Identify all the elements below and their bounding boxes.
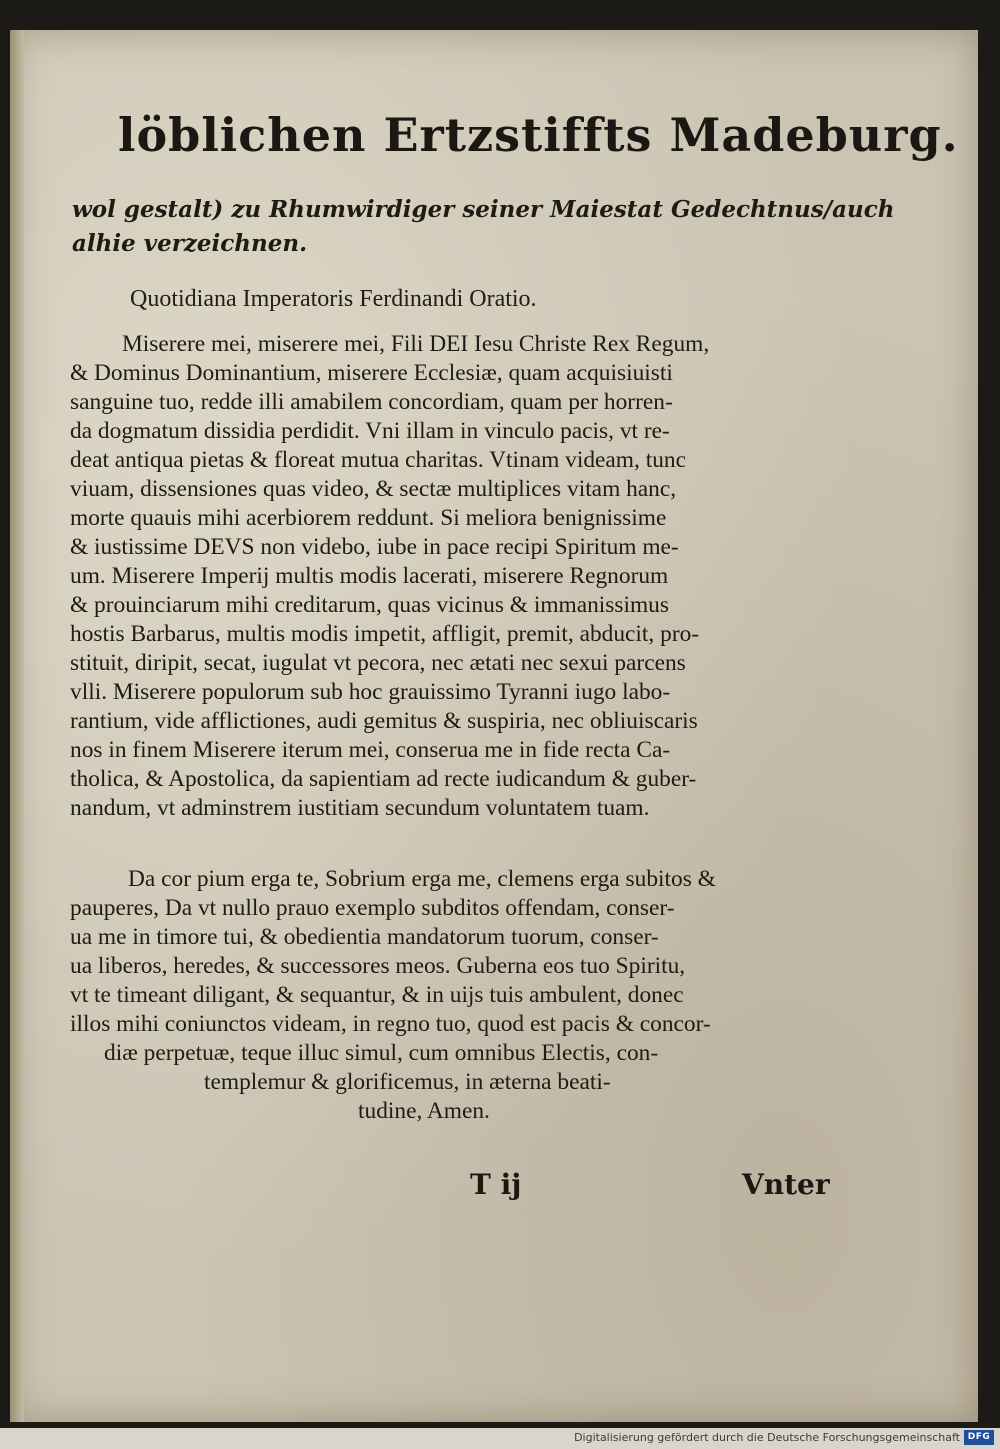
text-line: illos mihi coniunctos videam, in regno tuo, quod est pacis & concor- (70, 1011, 711, 1037)
text-line: templemur & glorificemus, in æterna beati- (204, 1069, 611, 1095)
credit-bar (0, 1428, 1000, 1449)
text-line: stituit, diripit, secat, iugulat vt pecora, nec ætati nec sexui parcens (70, 650, 686, 676)
subheading-line: alhie verzeichnen. (72, 230, 308, 257)
subheading-line: wol gestalt) zu Rhumwirdiger seiner Maiestat Gedechtnus/auch (72, 196, 895, 223)
text-line: tholica, & Apostolica, da sapientiam ad recte iudicandum & guber- (70, 766, 697, 792)
text-line: diæ perpetuæ, teque illuc simul, cum omnibus Electis, con- (104, 1040, 659, 1066)
text-line: Miserere mei, miserere mei, Fili DEI Iesu Christe Rex Regum, (122, 331, 710, 357)
book-page (10, 30, 978, 1422)
text-line: pauperes, Da vt nullo prauo exemplo subditos offendam, conser- (70, 895, 675, 921)
text-line: sanguine tuo, redde illi amabilem concordiam, quam per horren- (70, 389, 673, 415)
text-line: viuam, dissensiones quas video, & sectæ multiplices vitam hanc, (70, 476, 677, 502)
oratio-title: Quotidiana Imperatoris Ferdinandi Oratio. (130, 286, 537, 312)
text-line: rantium, vide afflictiones, audi gemitus & suspiria, nec obliuiscaris (70, 708, 698, 734)
text-line: vlli. Miserere populorum sub hoc grauissimo Tyranni iugo labo- (70, 679, 671, 705)
text-line: ua me in timore tui, & obedientia mandatorum tuorum, conser- (70, 924, 659, 950)
text-line: ua liberos, heredes, & successores meos. Guberna eos tuo Spiritu, (70, 953, 686, 979)
text-line: vt te timeant diligant, & sequantur, & in uijs tuis ambulent, donec (70, 982, 684, 1008)
text-line: tudine, Amen. (358, 1098, 490, 1124)
text-line: hostis Barbarus, multis modis impetit, affligit, premit, abducit, pro- (70, 621, 700, 647)
text-line: um. Miserere Imperij multis modis lacerati, miserere Regnorum (70, 563, 669, 589)
dfg-logo: DFG (964, 1430, 994, 1445)
credit-text: Digitalisierung gefördert durch die Deutsche Forschungsgemeinschaft (574, 1431, 960, 1444)
text-line: Da cor pium erga te, Sobrium erga me, clemens erga subitos & (128, 866, 716, 892)
text-line: nos in finem Miserere iterum mei, conserua me in fide recta Ca- (70, 737, 671, 763)
text-line: & iustissime DEVS non videbo, iube in pace recipi Spiritum me- (70, 534, 679, 560)
page-heading: löblichen Ertzstiffts Madeburg. (118, 108, 959, 162)
text-line: morte quauis mihi acerbiorem reddunt. Si meliora benignissime (70, 505, 667, 531)
text-line: deat antiqua pietas & floreat mutua charitas. Vtinam videam, tunc (70, 447, 686, 473)
signature-mark: T ij (470, 1168, 522, 1201)
text-line: da dogmatum dissidia perdidit. Vni illam in vinculo pacis, vt re- (70, 418, 670, 444)
text-line: & prouinciarum mihi creditarum, quas vicinus & immanissimus (70, 592, 669, 618)
text-line: & Dominus Dominantium, miserere Ecclesiæ, quam acquisiuisti (70, 360, 673, 386)
text-line: nandum, vt adminstrem iustitiam secundum voluntatem tuam. (70, 795, 650, 821)
catchword: Vnter (742, 1168, 830, 1201)
page-binding-edge (10, 30, 24, 1422)
